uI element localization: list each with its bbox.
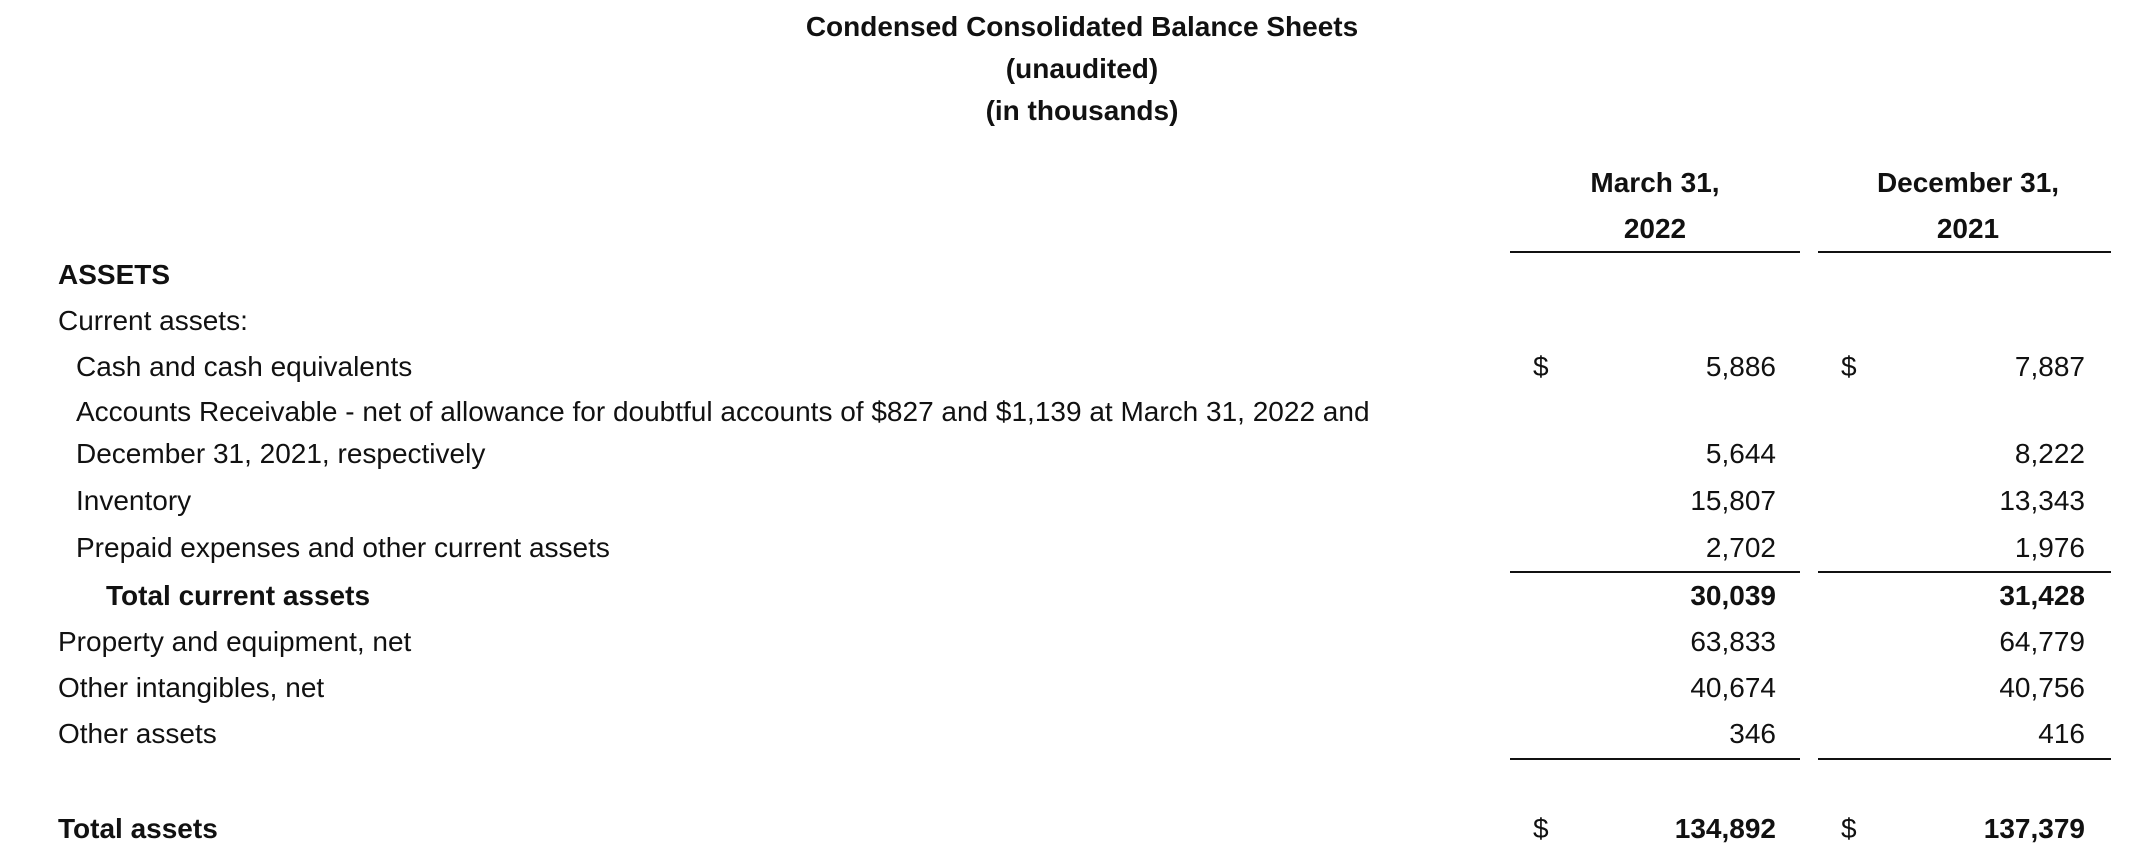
statement-subtitle: (unaudited)	[1005, 53, 1159, 84]
row-label: Other assets	[58, 718, 217, 749]
currency-symbol: $	[1841, 351, 1857, 382]
statement-header	[0, 6, 2130, 132]
subsection-heading-current-assets: Current assets:	[58, 305, 248, 336]
column-header-march-2022	[1512, 160, 1798, 252]
value-march-2022: 30,039	[1690, 580, 1776, 611]
column-header-line1: December 31,	[1876, 167, 2060, 198]
value-december-2021: 1,976	[2014, 532, 2085, 563]
header-underline	[1510, 251, 1800, 253]
value-march-2022: 15,807	[1690, 485, 1776, 516]
value-december-2021: 8,222	[2014, 438, 2085, 469]
row-label: Inventory	[76, 485, 192, 516]
column-header-line2: 2022	[1623, 213, 1687, 244]
value-march-2022: 5,886	[1705, 351, 1776, 382]
value-december-2021: 7,887	[2014, 351, 2085, 382]
section-heading-assets: ASSETS	[58, 259, 171, 290]
currency-symbol: $	[1533, 351, 1549, 382]
row-label: Accounts Receivable - net of allowance for doubtful accounts of $827 and $1,139 at March 31, 2022 and	[76, 396, 1370, 427]
value-march-2022: 134,892	[1674, 813, 1776, 844]
value-march-2022: 2,702	[1705, 532, 1776, 563]
total-rule	[1818, 758, 2111, 760]
statement-title: Condensed Consolidated Balance Sheets	[805, 11, 1359, 42]
currency-symbol: $	[1841, 813, 1857, 844]
value-december-2021: 13,343	[1999, 485, 2085, 516]
header-underline	[1818, 251, 2111, 253]
value-december-2021: 31,428	[1999, 580, 2085, 611]
row-label: Prepaid expenses and other current assets	[76, 532, 610, 563]
column-header-december-2021	[1825, 160, 2111, 252]
row-label: Other intangibles, net	[58, 672, 325, 703]
statement-units: (in thousands)	[985, 95, 1179, 126]
currency-symbol: $	[1533, 813, 1549, 844]
value-march-2022: 40,674	[1690, 672, 1776, 703]
row-label: Total assets	[58, 813, 218, 844]
row-label: Property and equipment, net	[58, 626, 412, 657]
column-header-line1: March 31,	[1590, 167, 1720, 198]
value-march-2022: 5,644	[1705, 438, 1776, 469]
value-march-2022: 63,833	[1690, 626, 1776, 657]
row-label-continuation: December 31, 2021, respectively	[76, 438, 486, 469]
row-label: Cash and cash equivalents	[76, 351, 413, 382]
column-header-line2: 2021	[1936, 213, 2000, 244]
value-december-2021: 64,779	[1999, 626, 2085, 657]
row-label: Total current assets	[106, 580, 371, 611]
total-rule	[1510, 758, 1800, 760]
value-december-2021: 416	[2038, 718, 2085, 749]
value-march-2022: 346	[1729, 718, 1776, 749]
value-december-2021: 40,756	[1999, 672, 2085, 703]
value-december-2021: 137,379	[1983, 813, 2085, 844]
